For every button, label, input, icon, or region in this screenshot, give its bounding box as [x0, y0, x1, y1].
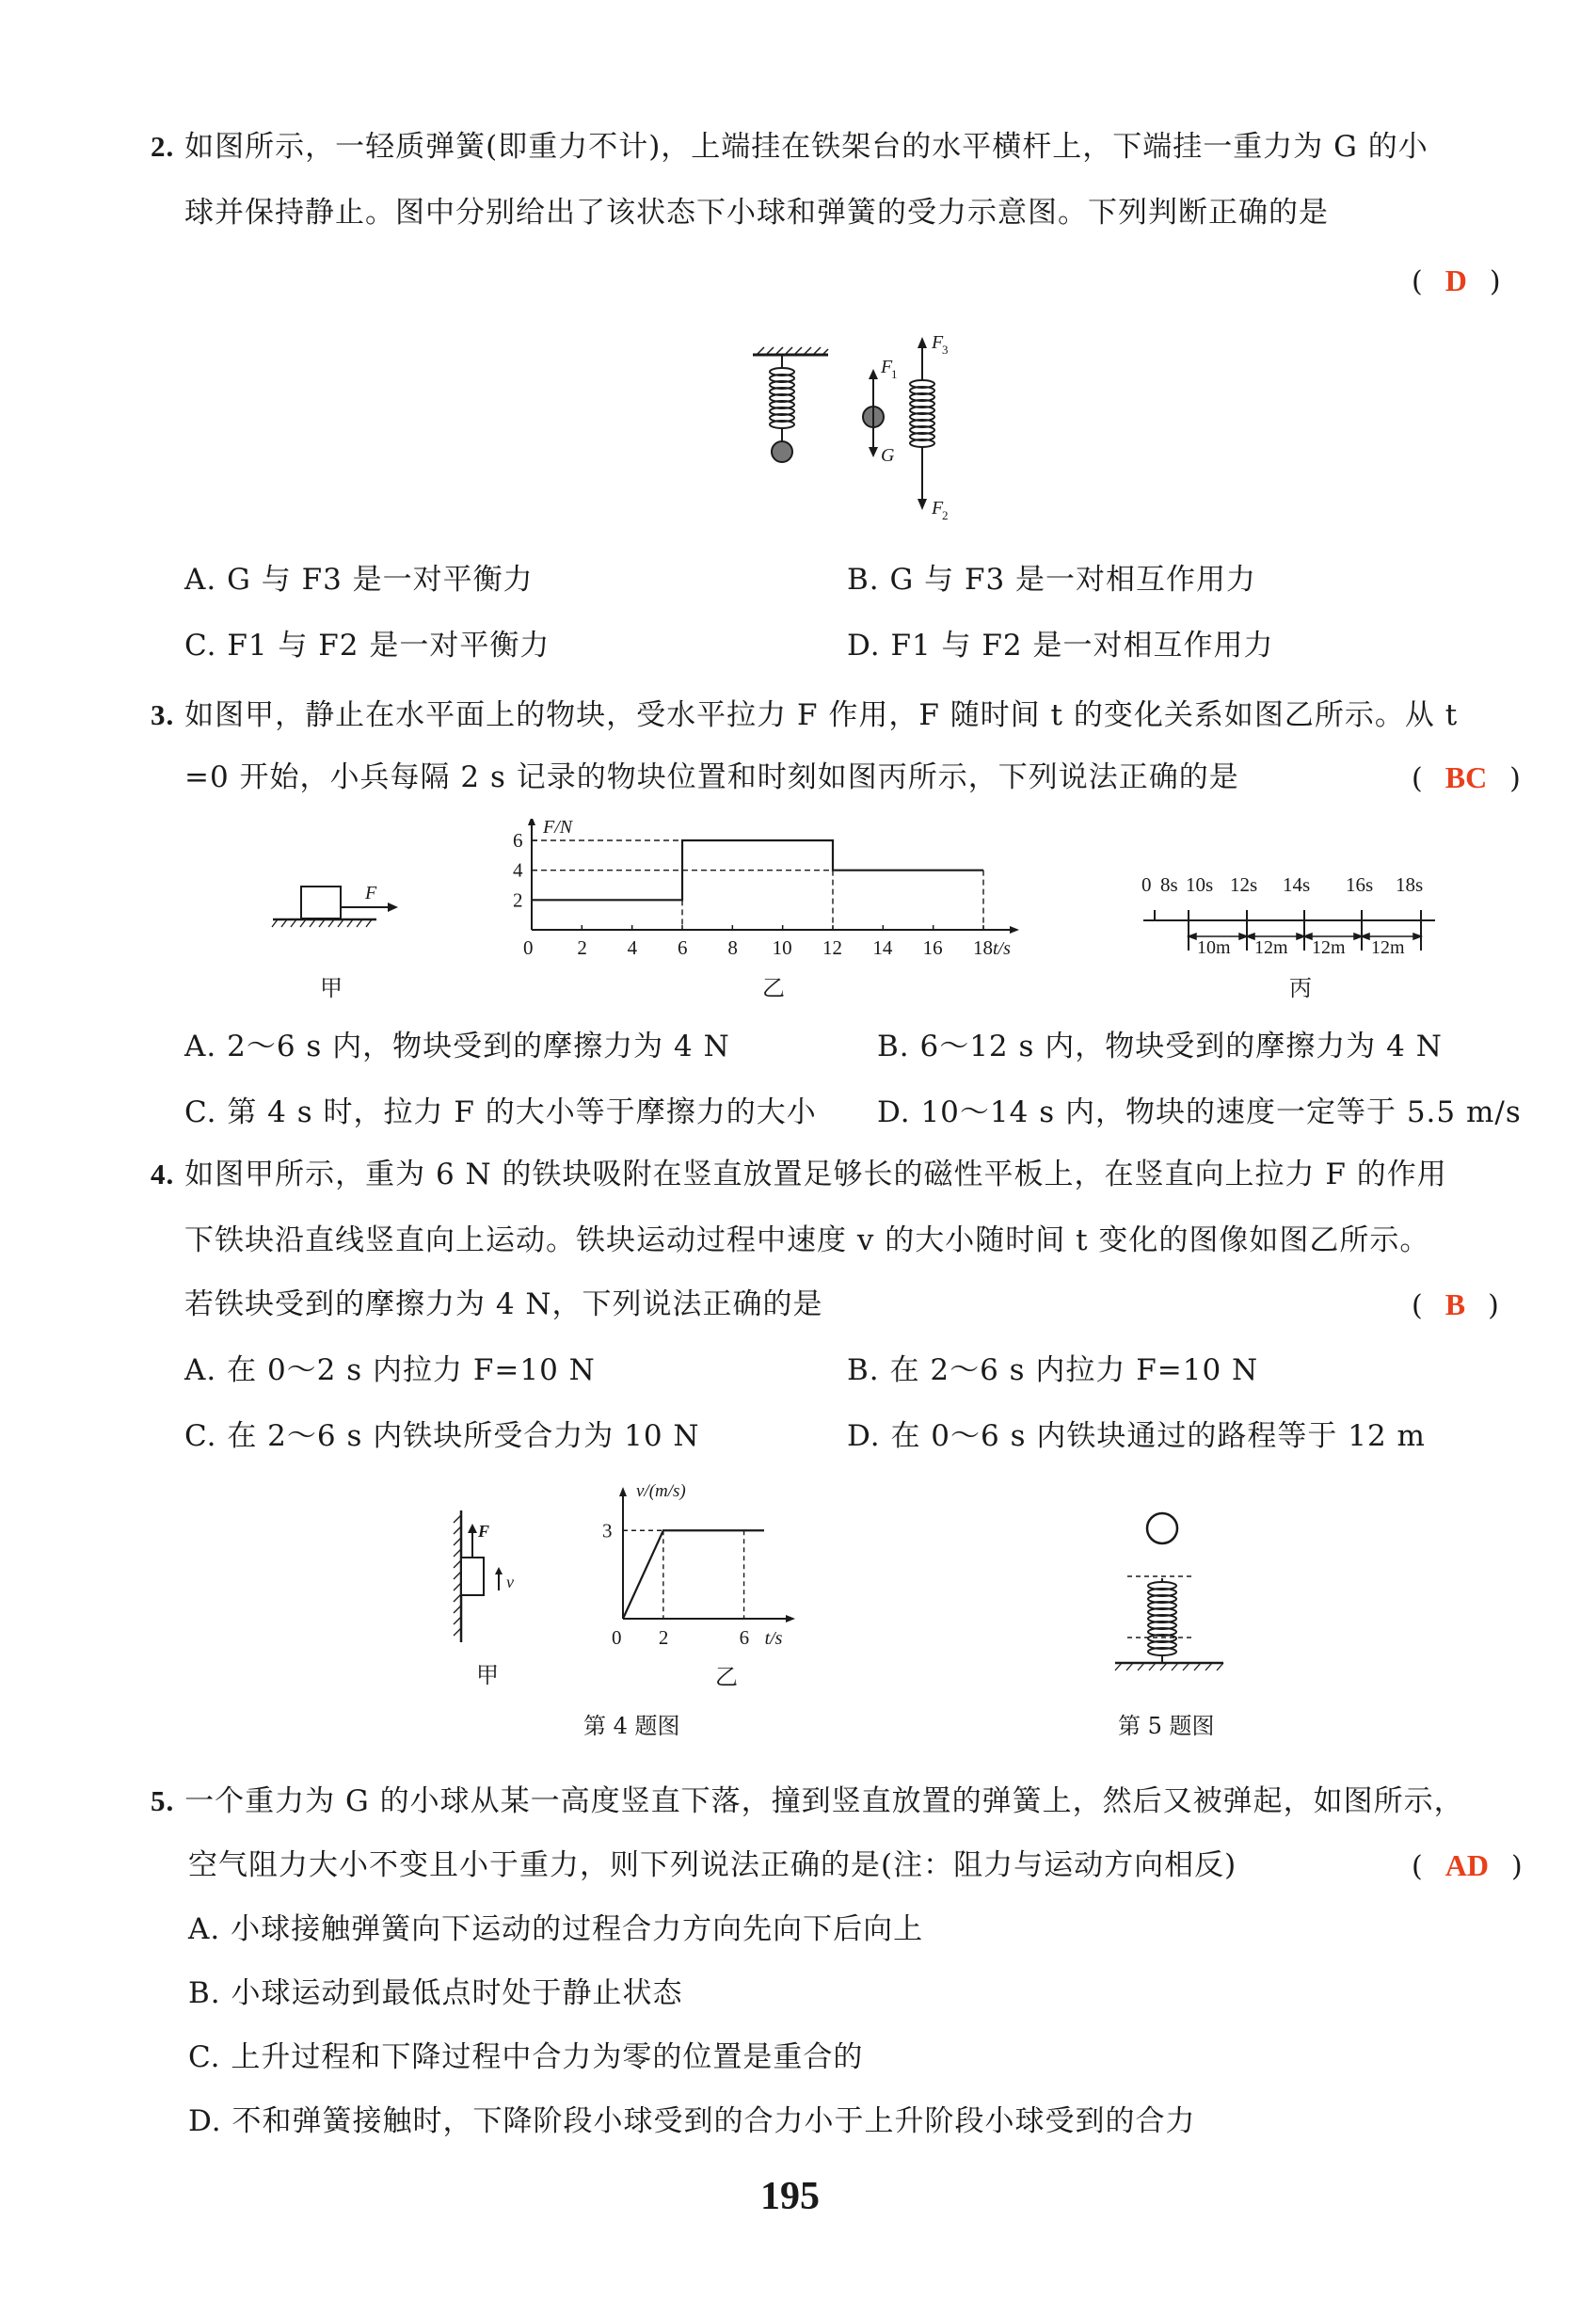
q3-bing-time-8s: 8s	[1160, 873, 1178, 896]
ft-x-tick-label: 4	[627, 936, 638, 959]
q4-line1	[151, 1156, 1447, 1193]
q5-option-b: B. 小球运动到最低点时处于静止状态	[188, 1976, 683, 2010]
q4-line3: 若铁块受到的摩擦力为 4 N，下列说法正确的是	[184, 1287, 823, 1321]
q2-answer: D	[1444, 264, 1467, 297]
q3-bing-time-12s: 12s	[1230, 873, 1258, 896]
q4-option-a: A. 在 0～2 s 内拉力 F=10 N	[184, 1353, 596, 1387]
page-number: 195	[760, 2175, 820, 2218]
q4-answer: B	[1444, 1287, 1466, 1321]
q2-label-F1: F	[881, 357, 893, 377]
q4-fig-yi-chart	[593, 1478, 828, 1656]
q5-option-d: D. 不和弹簧接触时，下降阶段小球受到的合力小于上升阶段小球受到的合力	[188, 2104, 1196, 2138]
q2-label-F3-sub: 3	[942, 343, 949, 357]
q3-bing-dist-1: 10m	[1197, 937, 1231, 955]
q3-fig-jia	[268, 866, 409, 941]
q2-label-F2: F	[932, 498, 944, 519]
q2-option-a: A. G 与 F3 是一对平衡力	[184, 563, 534, 597]
ft-x-tick-label: 8	[727, 936, 738, 959]
q3-bing-time-16s: 16s	[1346, 873, 1374, 896]
ft-x-tick-label: 18	[973, 936, 993, 959]
q3-bing-dist-4: 12m	[1371, 937, 1405, 955]
q2-figure	[734, 320, 988, 536]
ft-x-arrow	[1010, 926, 1019, 934]
ft-x-tick-label: 12	[822, 936, 842, 959]
q3-answer-bracket: ( BC )	[1412, 760, 1521, 795]
q4-jia-label-F: F	[478, 1522, 490, 1541]
q4-jia-caption: 甲	[476, 1662, 499, 1688]
q3-bing-time-14s: 14s	[1283, 873, 1311, 896]
ft-y-tick-label: 2	[513, 888, 523, 912]
q5-option-a: A. 小球接触弹簧向下运动的过程合力方向先向下后向上	[188, 1912, 924, 1946]
vt-x-arrow	[786, 1615, 795, 1622]
ft-y-label: F/N	[543, 819, 573, 838]
q3-line2: =0 开始，小兵每隔 2 s 记录的物块位置和时刻如图丙所示，下列说法正确的是	[184, 760, 1239, 794]
q5-figure	[1110, 1501, 1233, 1689]
q2-label-F1-sub: 1	[891, 367, 898, 381]
q3-fig-yi-chart	[489, 819, 1063, 974]
q3-bing-time-0: 0	[1141, 873, 1152, 896]
q5-answer-bracket: ( AD )	[1412, 1848, 1523, 1883]
q2-label-G: G	[881, 445, 895, 466]
q2-option-d: D. F1 与 F2 是一对相互作用力	[847, 629, 1274, 663]
q5-number: 5.	[151, 1784, 175, 1817]
ft-y-tick-label: 4	[513, 858, 523, 882]
q4-answer-bracket: ( B )	[1412, 1287, 1499, 1322]
ft-x-tick-label: 10	[772, 936, 792, 959]
q3-bing-dist-2: 12m	[1254, 937, 1288, 955]
q3-jia-caption: 甲	[320, 975, 343, 1001]
q2-answer-bracket: ( D )	[1412, 264, 1501, 298]
vt-x-tick-label: 2	[658, 1626, 669, 1649]
q2-number: 2.	[151, 130, 175, 163]
ft-x-label: t/s	[993, 938, 1011, 959]
vt-y-tick-label: 3	[602, 1519, 613, 1542]
q4-fig-jia	[442, 1501, 546, 1647]
ft-x-tick-label: 2	[577, 936, 587, 959]
q3-jia-force-label: F	[365, 883, 377, 903]
q4-figure-caption: 第 4 题图	[583, 1713, 680, 1739]
q2-line1	[151, 128, 1428, 166]
q5-text-line1: 一个重力为 G 的小球从某一高度竖直下落，撞到竖直放置的弹簧上，然后又被弹起，如图所示，	[184, 1784, 1464, 1818]
q4-option-c: C. 在 2～6 s 内铁块所受合力为 10 N	[184, 1419, 700, 1453]
vt-x-tick-label: 6	[739, 1626, 750, 1649]
q5-line2: 空气阻力大小不变且小于重力，则下列说法正确的是(注：阻力与运动方向相反)	[188, 1848, 1237, 1882]
ft-x-tick-label: 16	[922, 936, 943, 959]
ft-y-arrow	[528, 819, 535, 825]
q2-label-F3: F	[932, 332, 944, 353]
q5-line1	[151, 1782, 1464, 1820]
ft-y-tick-label: 6	[513, 829, 523, 852]
q3-bing-caption: 丙	[1289, 975, 1312, 1001]
q3-bing-time-18s: 18s	[1396, 873, 1424, 896]
q3-bing-dist-3: 12m	[1312, 937, 1346, 955]
q2-option-c: C. F1 与 F2 是一对平衡力	[184, 629, 551, 663]
q5-option-c: C. 上升过程和下降过程中合力为零的位置是重合的	[188, 2040, 864, 2074]
q3-number: 3.	[151, 698, 175, 731]
q4-jia-label-v: v	[506, 1573, 514, 1591]
vt-y-arrow	[619, 1487, 627, 1496]
q4-yi-caption: 乙	[715, 1664, 738, 1690]
q3-answer: BC	[1444, 760, 1488, 794]
q3-option-a: A. 2～6 s 内，物块受到的摩擦力为 4 N	[184, 1030, 730, 1063]
q5-figure-caption: 第 5 题图	[1118, 1713, 1215, 1739]
q4-line2: 下铁块沿直线竖直向上运动。铁块运动过程中速度 v 的大小随时间 t 变化的图像如图乙所示。	[184, 1223, 1430, 1257]
ft-x-tick-label: 14	[872, 936, 893, 959]
q2-label-F2-sub: 2	[942, 508, 949, 522]
q2-text-line1: 如图所示，一轻质弹簧(即重力不计)，上端挂在铁架台的水平横杆上，下端挂一重力为 G 的小	[184, 130, 1428, 164]
q3-yi-caption: 乙	[762, 975, 785, 1001]
q4-option-d: D. 在 0～6 s 内铁块通过的路程等于 12 m	[847, 1419, 1426, 1453]
q5-answer: AD	[1444, 1848, 1489, 1882]
ft-x-tick-label: 6	[678, 936, 688, 959]
q4-number: 4.	[151, 1158, 175, 1190]
vt-y-label: v/(m/s)	[636, 1481, 686, 1501]
vt-x-tick-label: 0	[612, 1626, 622, 1649]
q3-option-b: B. 6～12 s 内，物块受到的摩擦力为 4 N	[877, 1030, 1443, 1063]
ft-x-tick-label: 0	[523, 936, 534, 959]
q3-text-line1: 如图甲，静止在水平面上的物块，受水平拉力 F 作用，F 随时间 t 的变化关系如图乙所示。从 t	[184, 698, 1459, 732]
q4-option-b: B. 在 2～6 s 内拉力 F=10 N	[847, 1353, 1259, 1387]
q2-line2: 球并保持静止。图中分别给出了该状态下小球和弹簧的受力示意图。下列判断正确的是	[184, 196, 1329, 230]
q3-option-d: D. 10～14 s 内，物块的速度一定等于 5.5 m/s	[877, 1095, 1522, 1129]
q3-option-c: C. 第 4 s 时，拉力 F 的大小等于摩擦力的大小	[184, 1095, 817, 1129]
q2-option-b: B. G 与 F3 是一对相互作用力	[847, 563, 1257, 597]
q4-text-line1: 如图甲所示，重为 6 N 的铁块吸附在竖直放置足够长的磁性平板上，在竖直向上拉力 F 的作用	[184, 1158, 1447, 1191]
vt-series-line	[623, 1530, 764, 1619]
q3-bing-time-10s: 10s	[1186, 873, 1214, 896]
q3-line1	[151, 696, 1458, 734]
vt-x-label: t/s	[764, 1628, 783, 1649]
q3-fig-bing	[1134, 861, 1444, 955]
